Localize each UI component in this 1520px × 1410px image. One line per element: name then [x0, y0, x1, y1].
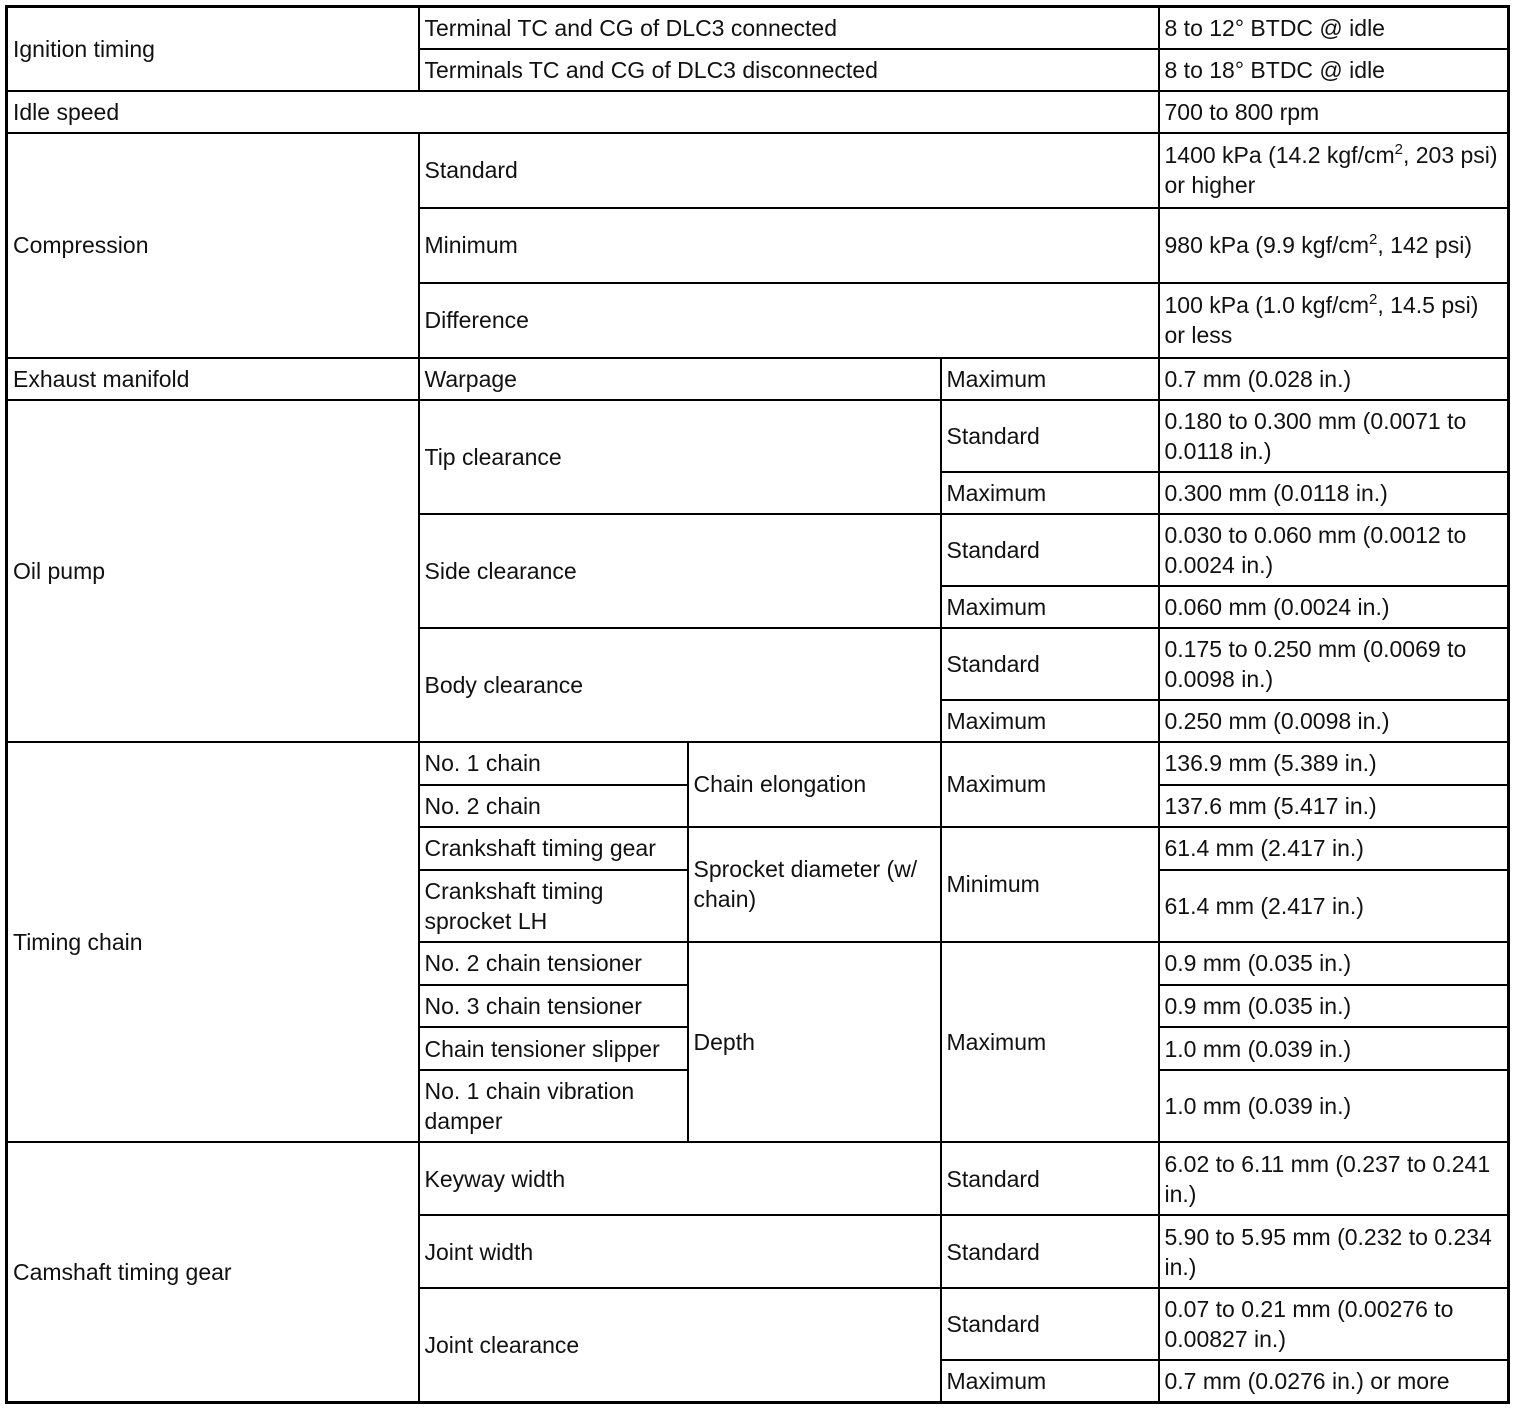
- table-row: [7, 1142, 1509, 1215]
- value-cell: 0.180 to 0.300 mm (0.0071 to 0.0118 in.): [1159, 400, 1509, 472]
- value-cell: 1.0 mm (0.039 in.): [1159, 1027, 1509, 1070]
- measure-cell: Sprocket diameter (w/ chain): [688, 827, 941, 942]
- sub-label-cell: Warpage: [419, 358, 941, 400]
- specification-table: [5, 5, 1510, 1404]
- row-label-compression: Compression: [7, 133, 419, 358]
- condition-cell: Terminals TC and CG of DLC3 disconnected: [419, 49, 1159, 91]
- value-cell: 61.4 mm (2.417 in.): [1159, 870, 1509, 942]
- part-cell: Crankshaft timing gear: [419, 827, 688, 870]
- limit-cell: Standard: [941, 1142, 1159, 1215]
- table-row: [7, 91, 1509, 133]
- part-cell: Chain tensioner slipper: [419, 1027, 688, 1070]
- part-cell: No. 1 chain vibration damper: [419, 1070, 688, 1142]
- sub-label-cell: Keyway width: [419, 1142, 941, 1215]
- row-label-timing-chain: Timing chain: [7, 742, 419, 1142]
- sub-label-cell: Joint clearance: [419, 1288, 941, 1402]
- sub-label-cell: Body clearance: [419, 628, 941, 742]
- value-cell: 0.7 mm (0.0276 in.) or more: [1159, 1360, 1509, 1402]
- sub-label-cell: Side clearance: [419, 514, 941, 628]
- sub-label-cell: Minimum: [419, 208, 1159, 283]
- value-cell: 0.9 mm (0.035 in.): [1159, 942, 1509, 985]
- limit-cell: Standard: [941, 628, 1159, 700]
- part-cell: No. 1 chain: [419, 742, 688, 785]
- value-cell: 0.9 mm (0.035 in.): [1159, 985, 1509, 1027]
- value-cell: 0.250 mm (0.0098 in.): [1159, 700, 1509, 742]
- table-row: [7, 742, 1509, 785]
- limit-cell: Maximum: [941, 942, 1159, 1142]
- condition-cell: Terminal TC and CG of DLC3 connected: [419, 7, 1159, 49]
- limit-cell: Maximum: [941, 472, 1159, 514]
- measure-cell: Depth: [688, 942, 941, 1142]
- value-cell: 1400 kPa (14.2 kgf/$cm^2$, 203 psi) or higher: [1159, 133, 1509, 208]
- value-cell: 0.07 to 0.21 mm (0.00276 to 0.00827 in.): [1159, 1288, 1509, 1360]
- limit-cell: Standard: [941, 514, 1159, 586]
- value-cell: 0.300 mm (0.0118 in.): [1159, 472, 1509, 514]
- part-cell: No. 2 chain: [419, 785, 688, 827]
- value-cell: 980 kPa (9.9 kgf/$cm^2$, 142 psi): [1159, 208, 1509, 283]
- value-cell: 100 kPa (1.0 kgf/$cm^2$, 14.5 psi) or less: [1159, 283, 1509, 358]
- value-cell: 5.90 to 5.95 mm (0.232 to 0.234 in.): [1159, 1215, 1509, 1288]
- limit-cell: Minimum: [941, 827, 1159, 942]
- value-cell: 8 to 12° BTDC @ idle: [1159, 7, 1509, 49]
- measure-cell: Chain elongation: [688, 742, 941, 827]
- table-row: [7, 133, 1509, 208]
- value-cell: 6.02 to 6.11 mm (0.237 to 0.241 in.): [1159, 1142, 1509, 1215]
- limit-cell: Standard: [941, 1288, 1159, 1360]
- value-cell: 1.0 mm (0.039 in.): [1159, 1070, 1509, 1142]
- part-cell: No. 3 chain tensioner: [419, 985, 688, 1027]
- value-cell: 136.9 mm (5.389 in.): [1159, 742, 1509, 785]
- row-label-exhaust-manifold: Exhaust manifold: [7, 358, 419, 400]
- sub-label-cell: Tip clearance: [419, 400, 941, 514]
- value-cell: 0.7 mm (0.028 in.): [1159, 358, 1509, 400]
- limit-cell: Maximum: [941, 586, 1159, 628]
- value-cell: 8 to 18° BTDC @ idle: [1159, 49, 1509, 91]
- row-label-idle-speed: Idle speed: [7, 91, 1159, 133]
- part-cell: Crankshaft timing sprocket LH: [419, 870, 688, 942]
- table-row: [7, 7, 1509, 49]
- sub-label-cell: Standard: [419, 133, 1159, 208]
- value-cell: 137.6 mm (5.417 in.): [1159, 785, 1509, 827]
- table-row: [7, 400, 1509, 472]
- limit-cell: Standard: [941, 1215, 1159, 1288]
- limit-cell: Standard: [941, 400, 1159, 472]
- limit-cell: Maximum: [941, 742, 1159, 827]
- row-label-camshaft-timing-gear: Camshaft timing gear: [7, 1142, 419, 1402]
- limit-cell: Maximum: [941, 1360, 1159, 1402]
- table-row: [7, 358, 1509, 400]
- value-cell: 700 to 800 rpm: [1159, 91, 1509, 133]
- limit-cell: Maximum: [941, 358, 1159, 400]
- value-cell: 61.4 mm (2.417 in.): [1159, 827, 1509, 870]
- row-label-ignition-timing: Ignition timing: [7, 7, 419, 91]
- value-cell: 0.030 to 0.060 mm (0.0012 to 0.0024 in.): [1159, 514, 1509, 586]
- row-label-oil-pump: Oil pump: [7, 400, 419, 742]
- limit-cell: Maximum: [941, 700, 1159, 742]
- part-cell: No. 2 chain tensioner: [419, 942, 688, 985]
- sub-label-cell: Joint width: [419, 1215, 941, 1288]
- sub-label-cell: Difference: [419, 283, 1159, 358]
- value-cell: 0.060 mm (0.0024 in.): [1159, 586, 1509, 628]
- value-cell: 0.175 to 0.250 mm (0.0069 to 0.0098 in.): [1159, 628, 1509, 700]
